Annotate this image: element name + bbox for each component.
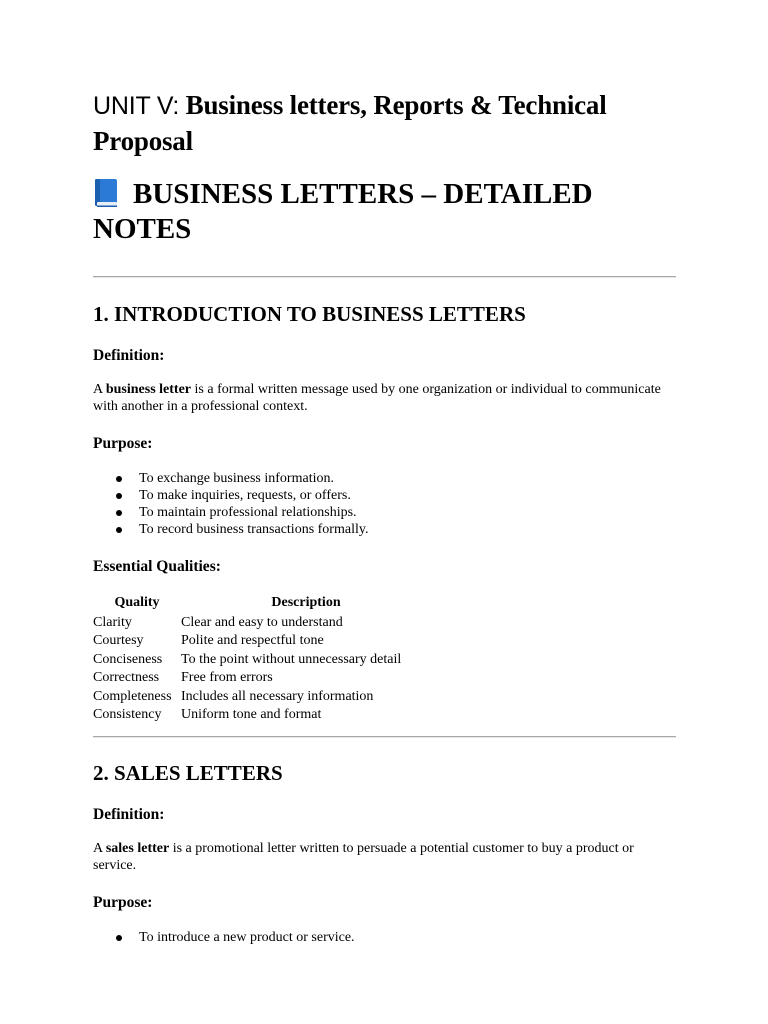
table-cell-description: Uniform tone and format bbox=[181, 707, 322, 723]
bullet-icon bbox=[116, 935, 122, 941]
unit-prefix: UNIT V: bbox=[93, 92, 180, 120]
table-cell-description: Clear and easy to understand bbox=[181, 614, 343, 630]
definition-term: sales letter bbox=[105, 841, 170, 857]
blue-book-icon bbox=[93, 178, 119, 208]
table-row bbox=[93, 669, 431, 688]
table-cell-quality: Courtesy bbox=[93, 633, 144, 649]
bullet-icon bbox=[116, 510, 122, 516]
bullet-icon bbox=[116, 493, 122, 499]
document-page bbox=[93, 88, 676, 946]
definition-text: is a formal written message used by one organization or individual to communicate with another in a professional context. bbox=[93, 382, 661, 414]
definition-text: is a promotional letter written to persuade a potential customer to buy a product or service. bbox=[93, 841, 634, 873]
table-cell-description: Includes all necessary information bbox=[181, 688, 374, 704]
list-item-text: To maintain professional relationships. bbox=[139, 505, 357, 520]
definition-pre: A bbox=[93, 841, 106, 857]
list-item bbox=[139, 504, 676, 521]
table-row bbox=[93, 706, 431, 725]
purpose-list bbox=[93, 470, 676, 538]
qualities-table bbox=[93, 595, 431, 725]
unit-title-text: Business letters, Reports & Technical Proposal bbox=[93, 90, 607, 156]
list-item-text: To exchange business information. bbox=[139, 471, 334, 486]
table-row bbox=[93, 614, 431, 633]
table-cell-quality: Clarity bbox=[93, 614, 132, 630]
table-header-quality: Quality bbox=[114, 595, 160, 610]
table-cell-quality: Consistency bbox=[93, 707, 162, 723]
purpose-label: Purpose: bbox=[93, 435, 153, 452]
purpose-label: Purpose: bbox=[93, 894, 153, 912]
table-cell-description: Polite and respectful tone bbox=[181, 633, 324, 649]
unit-title bbox=[93, 88, 676, 159]
list-item-text: To introduce a new product or service. bbox=[139, 930, 355, 946]
document-title-text: BUSINESS LETTERS – DETAILED NOTES bbox=[93, 178, 593, 245]
table-cell-quality: Completeness bbox=[93, 688, 172, 704]
table-header-row bbox=[93, 595, 431, 614]
list-item-text: To make inquiries, requests, or offers. bbox=[139, 488, 351, 503]
divider bbox=[93, 736, 676, 738]
section-heading-intro: 1. INTRODUCTION TO BUSINESS LETTERS bbox=[93, 302, 526, 326]
definition-paragraph bbox=[93, 382, 676, 415]
definition-paragraph bbox=[93, 841, 676, 874]
table-cell-quality: Conciseness bbox=[93, 651, 163, 667]
qualities-label: Essential Qualities: bbox=[93, 558, 221, 575]
definition-pre: A bbox=[93, 382, 106, 397]
table-row bbox=[93, 651, 431, 670]
table-row bbox=[93, 632, 431, 651]
list-item bbox=[139, 470, 676, 487]
definition-label: Definition: bbox=[93, 347, 165, 364]
purpose-list bbox=[93, 929, 676, 946]
list-item bbox=[139, 521, 676, 538]
section-heading-sales: 2. SALES LETTERS bbox=[93, 761, 283, 786]
table-cell-description: Free from errors bbox=[181, 670, 273, 686]
list-item bbox=[139, 929, 676, 946]
list-item-text: To record business transactions formally. bbox=[139, 522, 369, 537]
document-title bbox=[93, 177, 676, 247]
divider bbox=[93, 276, 676, 278]
definition-label: Definition: bbox=[93, 806, 165, 824]
table-cell-description: To the point without unnecessary detail bbox=[181, 651, 402, 667]
definition-term: business letter bbox=[105, 382, 192, 397]
bullet-icon bbox=[116, 476, 122, 482]
table-cell-quality: Correctness bbox=[93, 670, 160, 686]
table-row bbox=[93, 688, 431, 707]
list-item bbox=[139, 487, 676, 504]
bullet-icon bbox=[116, 527, 122, 533]
table-header-description: Description bbox=[271, 595, 341, 610]
